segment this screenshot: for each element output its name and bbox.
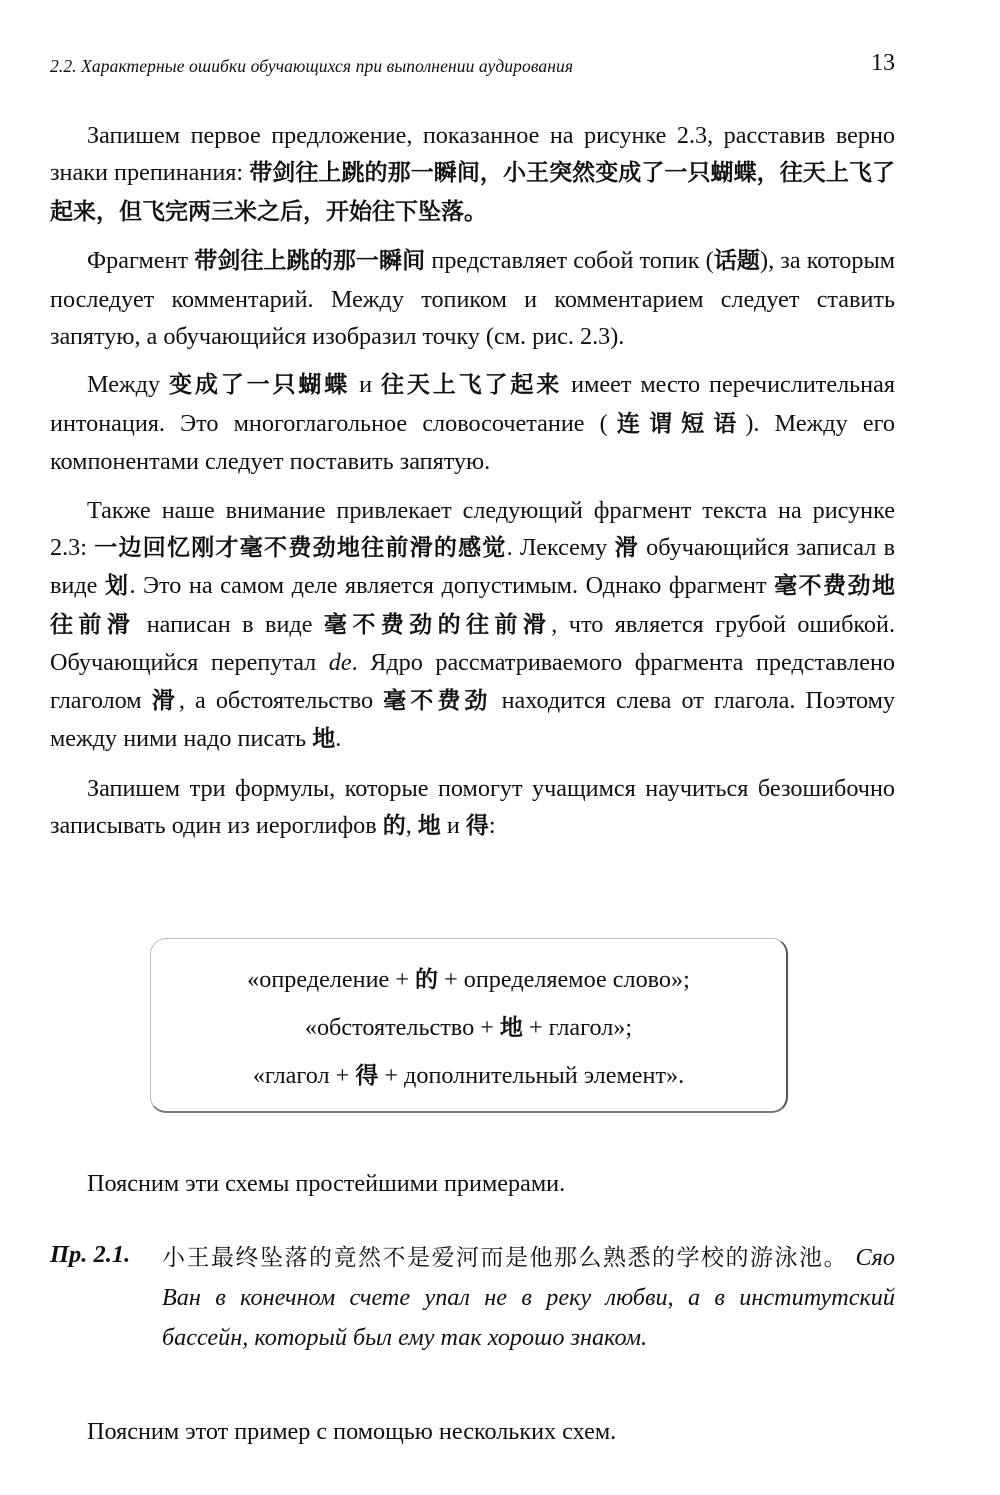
text-span: имеет место перечислительная интонация. Это многоглагольное словосочетание ( (50, 371, 895, 437)
explain-example-line: Поясним этот пример с помощью нескольких схем. (87, 1418, 617, 1445)
chinese-character: 得 (355, 1063, 379, 1089)
text-span: Запишем первое предложение, показанное на рисунке 2.3, расставив верно знаки препинания: (50, 122, 895, 187)
formula-1 (151, 961, 786, 994)
example-2-1 (50, 1238, 895, 1398)
chinese-character: 划 (104, 573, 130, 600)
text-span: + определяемое слово»; (438, 966, 690, 993)
text-span: Запишем три формулы, которые помогут учащимся научиться безошибочно записывать один из иероглифов (50, 774, 895, 839)
text-span: : (488, 811, 496, 839)
text-span: + дополнительный элемент». (378, 1062, 685, 1089)
text-span: . Это на самом деле является допустимым. Однако фрагмент (129, 572, 775, 600)
chinese-sentence: 带剑往上跳的那一瞬间，小王突然变成了一只蝴蝶，往天上飞了起来，但飞完两三米之后，开始往下坠落。 (50, 160, 895, 225)
text-span: , (405, 811, 418, 839)
chinese-character: 地 (499, 1015, 523, 1041)
example-translation: Сяо Ван в конечном счете упал не в реку любви, а в институтский бассейн, который был ему так хорошо знаком. (162, 1244, 896, 1351)
text-span: , а обстоятельство (178, 686, 384, 714)
text-span: «определение + (247, 966, 416, 993)
example-body (162, 1238, 895, 1358)
main-text (50, 117, 895, 845)
chinese-character: 地 (312, 726, 336, 753)
page-number: 13 (871, 50, 895, 76)
text-span: и (440, 811, 466, 839)
chapter-title: 2.2. Характерные ошибки обучающихся при выполнении аудирования (50, 56, 574, 76)
chinese-fragment: 毫不费劲 (383, 687, 492, 714)
text-span: написан в виде (135, 610, 324, 638)
text-span: , что является грубой ошибкой. Обучающийся перепутал (50, 610, 895, 677)
text-span: и (350, 371, 381, 399)
chinese-term: 连谓短语 (607, 410, 746, 437)
chinese-character: 得 (465, 812, 489, 839)
text-span: Также наше внимание привлекает следующий фрагмент текста на рисунке 2.3: (50, 496, 895, 562)
text-span: «обстоятельство + (304, 1014, 500, 1041)
text-span: + глагол»; (522, 1014, 633, 1041)
formula-2 (151, 1009, 786, 1042)
text-span: Между (87, 371, 169, 399)
formula-3 (151, 1057, 786, 1090)
text-span: обучающийся записал в виде (50, 534, 896, 600)
paragraph-2 (50, 242, 895, 355)
paragraph-5 (50, 770, 895, 846)
chinese-fragment: 变成了一只蝴蝶 (168, 372, 351, 399)
chinese-term: 话题 (713, 248, 761, 275)
chinese-character: 地 (417, 812, 441, 839)
chinese-character: 滑 (614, 535, 639, 562)
running-header (50, 50, 895, 86)
chinese-fragment: 毫不费劲的往前滑 (323, 611, 552, 638)
text-span: . (335, 725, 342, 753)
chinese-character: 的 (382, 812, 406, 839)
text-span: ). Между его компонентами следует поставить запятую. (50, 409, 895, 476)
explain-schemes-line: Поясним эти схемы простейшими примерами. (87, 1170, 566, 1197)
text-span: Фрагмент (87, 247, 195, 275)
text-span: ), за которым последует комментарий. Между топиком и комментарием следует ставить запятую, а обучающийся изобразил точку (см. рис. 2.3). (50, 247, 896, 351)
italic-term: de (328, 649, 352, 677)
paragraph-4 (50, 492, 895, 759)
paragraph-1 (50, 117, 895, 231)
chinese-character: 的 (415, 967, 439, 993)
text-span: . Лексему (506, 534, 615, 562)
text-span: представляет собой топик ( (425, 247, 714, 275)
chinese-fragment: 带剑往上跳的那一瞬间 (194, 248, 426, 275)
chinese-fragment: 一边回忆刚才毫不费劲地往前滑的感觉 (94, 535, 507, 562)
example-chinese: 小王最终坠落的竟然不是爱河而是他那么熟悉的学校的游泳池。 (162, 1245, 848, 1271)
text-span: «глагол + (252, 1062, 356, 1089)
text-span: . Ядро рассматриваемого фрагмента представлено глаголом (50, 649, 895, 714)
text-span: находится слева от глагола. Поэтому между ними надо писать (50, 686, 896, 753)
chinese-fragment: 往天上飞了起来 (380, 372, 563, 399)
formula-box (150, 938, 788, 1113)
example-label: Пр. 2.1. (50, 1241, 131, 1268)
chinese-character: 滑 (151, 687, 179, 714)
chinese-fragment: 毫不费劲地往前滑 (50, 573, 896, 638)
paragraph-3 (50, 366, 895, 480)
